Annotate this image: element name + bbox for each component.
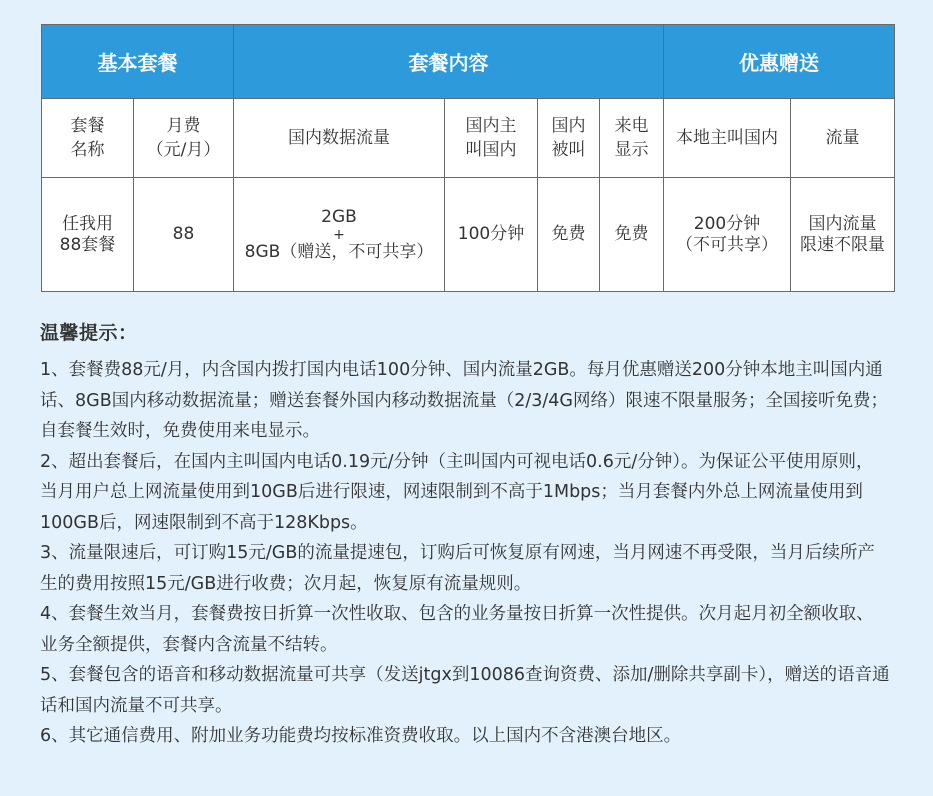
note-item-2: 2、超出套餐后，在国内主叫国内电话0.19元/分钟（主叫国内可视电话0.6元/分钟）。为保证公平使用原则，当月用户总上网流量使用到10GB后进行限速，网速限制到不高于1Mbps；当月套餐内外总上网流量使用到100GB后，网速限制到不高于128Kbps。	[40, 451, 874, 533]
plan-traffic: 国内流量 限速不限量	[791, 178, 895, 292]
plan-called: 免费	[538, 178, 600, 292]
notes-section	[40, 318, 890, 752]
header-basic-plan: 基本套餐	[42, 25, 234, 99]
notes-title: 温馨提示：	[40, 322, 138, 344]
col-domestic-called: 国内 被叫	[538, 99, 600, 178]
plan-data-plus: +	[333, 226, 345, 243]
col-plan-name: 套餐 名称	[42, 99, 134, 178]
plan-local-call: 200分钟 （不可共享）	[664, 178, 791, 292]
col-traffic: 流量	[791, 99, 895, 178]
plan-caller-id: 免费	[600, 178, 664, 292]
plan-name: 任我用 88套餐	[42, 178, 134, 292]
header-plan-content: 套餐内容	[234, 25, 664, 99]
col-domestic-call: 国内主 叫国内	[445, 99, 538, 178]
col-monthly-fee: 月费 （元/月）	[134, 99, 234, 178]
plan-data-bonus: 8GB（赠送，不可共享）	[244, 241, 434, 262]
plan-data	[234, 178, 445, 292]
plan-table	[41, 24, 895, 292]
col-domestic-data: 国内数据流量	[234, 99, 445, 178]
plan-data-main: 2GB	[321, 206, 357, 227]
plan-fee: 88	[134, 178, 234, 292]
note-item-4: 4、套餐生效当月，套餐费按日折算一次性收取、包含的业务量按日折算一次性提供。次月起月初全额收取、业务全额提供，套餐内含流量不结转。	[40, 604, 874, 655]
col-local-call: 本地主叫国内	[664, 99, 791, 178]
note-item-5: 5、套餐包含的语音和移动数据流量可共享（发送jtgx到10086查询资费、添加/删除共享副卡），赠送的语音通话和国内流量不可共享。	[40, 665, 890, 716]
header-bonus: 优惠赠送	[664, 25, 895, 99]
note-item-3: 3、流量限速后，可订购15元/GB的流量提速包，订购后可恢复原有网速，当月网速不再受限，当月后续所产生的费用按照15元/GB进行收费；次月起，恢复原有流量规则。	[40, 543, 875, 594]
header-row	[42, 25, 895, 99]
note-item-1: 1、套餐费88元/月，内含国内拨打国内电话100分钟、国内流量2GB。每月优惠赠送200分钟本地主叫国内通话、8GB国内移动数据流量；赠送套餐外国内移动数据流量（2/3/4G网络）限速不限量服务；全国接听免费；自套餐生效时，免费使用来电显示。	[40, 360, 888, 441]
col-caller-id: 来电 显示	[600, 99, 664, 178]
plan-call: 100分钟	[445, 178, 538, 292]
note-item-6: 6、其它通信费用、附加业务功能费均按标准资费收取。以上国内不含港澳台地区。	[40, 726, 682, 746]
table-row	[42, 178, 895, 292]
column-header-row	[42, 99, 895, 178]
